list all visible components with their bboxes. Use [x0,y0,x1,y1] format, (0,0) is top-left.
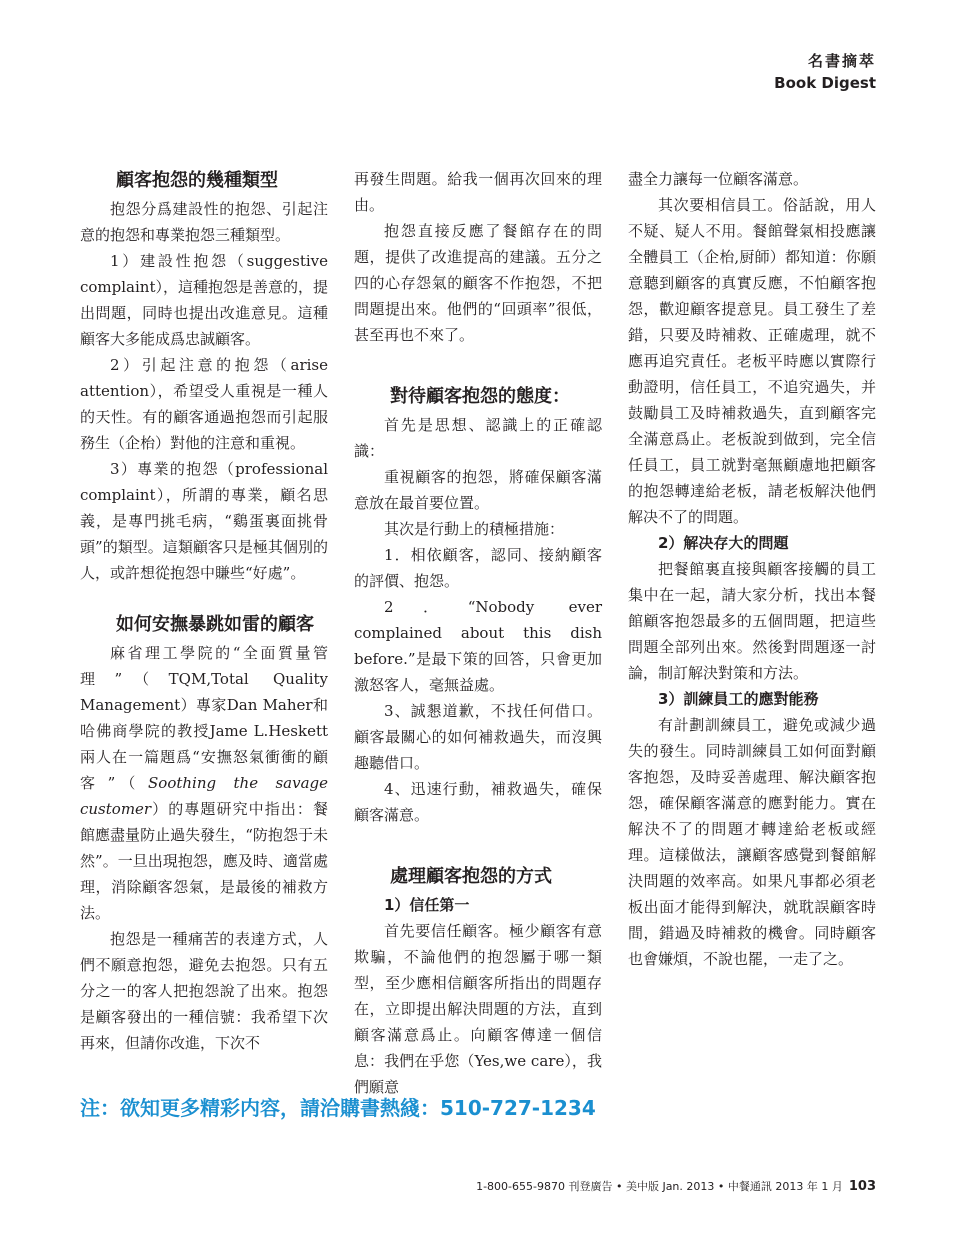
paragraph: 其次是行動上的積極措施： [384,520,565,538]
paragraph: 把餐館裏直接與顧客接觸的員工集中在一起，請大家分析，找出本餐館顧客抱怨最多的五個問題，把這些問題全部列出來。然後對問題逐一討論，制訂解決對策和方法。 [628,560,876,682]
column-2 [354,166,602,1100]
section-title-en: Book Digest [774,74,876,92]
paragraph: 重視顧客的抱怨，將確保顧客滿意放在最首要位置。 [354,468,602,512]
paragraph: 首先是思想、認識上的正確認識： [354,416,602,460]
paragraph: 麻省理工學院的“全面質量管理”（TQM,Total Quality Management）專家Dan Maher和哈佛商學院的教授Jame L.Heskett兩人在一篇題爲“安撫怒氣衝衝的顧客”（Soothing the savage customer）的專題研究中指出：餐館應盡量防止過失發生，“防抱怨于未然”。一旦出現抱怨，應及時、適當處理，消除顧客怨氣，是最後的補救方法。 [80,644,328,922]
section-title-zh: 名書摘萃 [807,52,876,70]
paragraph: 1．相依顧客，認同、接納顧客的評價、抱怨。 [354,546,602,590]
purchase-note: 注：欲知更多精彩内容，請洽購書熱綫：510-727-1234 [80,1096,596,1120]
paragraph: 抱怨分爲建設性的抱怨、引起注意的抱怨和專業抱怨三種類型。 [80,200,328,244]
paragraph: 有計劃訓練員工，避免或減少過失的發生。同時訓練員工如何面對顧客抱怨，及時妥善處理、解決顧客抱怨，確保顧客滿意的應對能力。實在解決不了的問題才轉達給老板或經理。這樣做法，讓顧客感覺到餐館解決問題的效率高。如果凡事都必須老板出面才能得到解決，就耽誤顧客時間，錯過及時補救的機會。同時顧客也會嫌煩，不說也罷，一走了之。 [628,716,876,968]
paragraph: 2．“Nobody ever complained about this dish before.”是最下策的回答，只會更加激怒客人，毫無益處。 [354,598,602,694]
footer-text: 1-800-655-9870 刊登廣告 • 美中版 Jan. 2013 • 中餐通訊 2013 年 1 月 [476,1180,843,1193]
paragraph: 首先要信任顧客。極少顧客有意欺騙，不論他們的抱怨屬于哪一類型，至少應相信顧客所指出的問題存在，立即提出解決問題的方法，直到顧客滿意爲止。向顧客傳達一個信息：我們在乎您（Yes,we care），我們願意 [354,922,602,1096]
paragraph: 4、迅速行動，補救過失，確保顧客滿意。 [354,780,602,824]
page-number: 103 [848,1179,876,1194]
section-header [774,50,876,94]
column-3 [628,166,876,972]
column-1 [80,166,328,1056]
paragraph: 抱怨是一種痛苦的表達方式，人們不願意抱怨，避免去抱怨。只有五分之一的客人把抱怨說了出來。抱怨是顧客發出的一種信號：我希望下次再來，但請你改進，下次不 [80,930,328,1052]
paragraph: 盡全力讓每一位顧客滿意。 [628,170,809,188]
paragraph: 2）引起注意的抱怨（arise attention），希望受人重視是一種人的天性。有的顧客通過抱怨而引起服務生（企枱）對他的注意和重視。 [80,356,328,452]
subheading-trust-first: 1）信任第一 [384,896,470,914]
paragraph: 3）專業的抱怨（professional complaint），所謂的專業，顧名思義，是專門挑毛病，“鷄蛋裏面挑骨頭”的類型。這類顧客只是極其個別的人，或許想從抱怨中賺些“好處”。 [80,460,328,582]
page-footer [476,1178,876,1194]
paragraph: 3、誠懇道歉，不找任何借口。顧客最關心的如何補救過失，而沒興趣聽借口。 [354,702,602,772]
heading-handling-methods: 處理顧客抱怨的方式 [390,866,552,887]
subheading-train-staff: 3）訓練員工的應對能務 [658,690,819,708]
paragraph: 1）建設性抱怨（suggestive complaint），這種抱怨是善意的，提出問題，同時也提出改進意見。這種顧客大多能成爲忠誠顧客。 [80,252,328,348]
heading-complaint-types: 顧客抱怨的幾種類型 [116,170,278,191]
heading-attitude: 對待顧客抱怨的態度： [390,386,570,407]
heading-soothe-customers: 如何安撫暴跳如雷的顧客 [116,614,314,635]
paragraph: 其次要相信員工。俗話說，用人不疑、疑人不用。餐館聲氣相投應讓全體員工（企枱,厨師）都知道：你願意聽到顧客的真實反應，不怕顧客抱怨，歡迎顧客提意見。員工發生了差錯，只要及時補救、正確處理，就不應再追究責任。老板平時應以實際行動證明，信任員工，不追究過失，并鼓勵員工及時補救過失，直到顧客完全滿意爲止。老板說到做到，完全信任員工，員工就對毫無顧慮地把顧客的抱怨轉達給老板，請老板解決他們解决不了的問題。 [628,196,876,526]
paragraph: 再發生問題。給我一個再次回來的理由。 [354,170,602,214]
subheading-solve-problems: 2）解决存大的問題 [658,534,789,552]
paragraph: 抱怨直接反應了餐館存在的問題，提供了改進提高的建議。五分之四的心存怨氣的顧客不作抱怨，不把問題提出來。他們的“回頭率”很低，甚至再也不來了。 [354,222,602,344]
